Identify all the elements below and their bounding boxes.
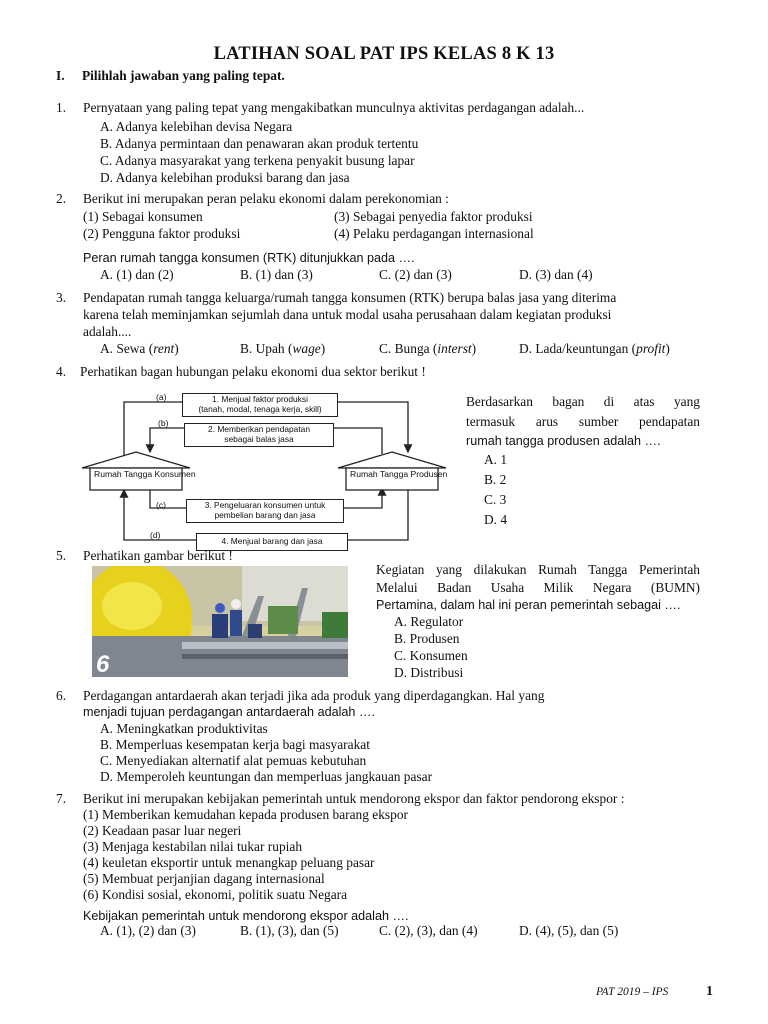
option-b: B. (1), (3), dan (5) (240, 923, 339, 938)
question-text: Perhatikan gambar berikut ! (83, 548, 233, 563)
question-text-line: Pendapatan rumah tangga keluarga/rumah tangga konsumen (RTK) berupa balas jasa yang diterima (83, 290, 617, 305)
flow-box-4: 4. Menjual barang dan jasa (196, 533, 348, 551)
option-b: B. Produsen (394, 631, 460, 646)
side-text-line: rumah tangga produsen adalah …. (466, 434, 661, 448)
section-number: I. (56, 68, 65, 83)
option-a: A. 1 (484, 452, 508, 467)
question-number: 1. (56, 100, 67, 115)
option-c: C. Menyediakan alternatif alat pemuas kebutuhan (100, 753, 367, 768)
list-item: (5) Membuat perjanjian dagang internasional (83, 871, 325, 886)
option-a: A. Sewa (rent) (100, 341, 179, 356)
question-text: Perhatikan bagan hubungan pelaku ekonomi dua sektor berikut ! (80, 364, 426, 379)
list-item: (1) Memberikan kemudahan kepada produsen barang ekspor (83, 807, 408, 822)
option-b: B. Upah (wage) (240, 341, 326, 356)
option-d: D. 4 (484, 512, 508, 527)
option-b: B. 2 (484, 472, 507, 487)
side-text-line: Berdasarkan bagan di atas yang (466, 394, 700, 409)
question-prompt: Peran rumah tangga konsumen (RTK) ditunjukkan pada …. (83, 251, 415, 265)
option-d: D. Lada/keuntungan (profit) (519, 341, 670, 356)
option-c: C. Adanya masyarakat yang terkena penyakit busung lapar (100, 153, 415, 168)
list-item: (2) Pengguna faktor produksi (83, 226, 241, 241)
consumer-household-label: Rumah Tangga Konsumen (94, 469, 196, 479)
flow-box-2: 2. Memberikan pendapatan sebagai balas jasa (184, 423, 334, 447)
option-a: A. Adanya kelebihan devisa Negara (100, 119, 293, 134)
option-d: D. Memperoleh keuntungan dan memperluas jangkauan pasar (100, 769, 433, 784)
footer-label: PAT 2019 – IPS (596, 986, 669, 998)
option-d: D. (4), (5), dan (5) (519, 923, 619, 938)
option-c: C. 3 (484, 492, 507, 507)
option-b: B. Memperluas kesempatan kerja bagi masyarakat (100, 737, 370, 752)
list-item: (1) Sebagai konsumen (83, 209, 203, 224)
option-b: B. Adanya permintaan dan penawaran akan produk tertentu (100, 136, 419, 151)
producer-household-label: Rumah Tangga Produsen (350, 469, 448, 479)
flow-label-d: (d) (150, 530, 161, 540)
question-number: 3. (56, 290, 67, 305)
option-c: C. (2), (3), dan (4) (379, 923, 478, 938)
question-prompt: Kebijakan pemerintah untuk mendorong ekspor adalah …. (83, 909, 409, 923)
photo-watermark-number: 6 (96, 651, 110, 677)
question-text: Berikut ini merupakan kebijakan pemerintah untuk mendorong ekspor dan faktor pendorong ekspor : (83, 791, 625, 806)
question-number: 5. (56, 548, 67, 563)
question-text: Berikut ini merupakan peran pelaku ekonomi dalam perekonomian : (83, 191, 449, 206)
flow-box-3: 3. Pengeluaran konsumen untuk pembelian barang dan jasa (186, 499, 344, 523)
question-text-line: adalah.... (83, 324, 132, 339)
list-item: (3) Menjaga kestabilan nilai tukar rupiah (83, 839, 303, 854)
option-c: C. Konsumen (394, 648, 468, 663)
list-item: (2) Keadaan pasar luar negeri (83, 823, 242, 838)
list-item: (4) Pelaku perdagangan internasional (334, 226, 534, 241)
section-instruction: Pilihlah jawaban yang paling tepat. (82, 68, 285, 83)
option-a: A. (1) dan (2) (100, 267, 174, 282)
page-title: LATIHAN SOAL PAT IPS KELAS 8 K 13 (213, 44, 555, 64)
question-text-line: karena telah meminjamkan sejumlah dana untuk modal usaha perusahaan dalam kegiatan produksi (83, 307, 612, 322)
option-d: D. Distribusi (394, 665, 464, 680)
question-number: 7. (56, 791, 67, 806)
question-number: 2. (56, 191, 67, 206)
list-item: (4) keuletan eksportir untuk menangkap peluang pasar (83, 855, 375, 870)
flow-label-a: (a) (156, 392, 167, 402)
side-text-line: Pertamina, dalam hal ini peran pemerintah sebagai …. (376, 598, 681, 612)
question-number: 6. (56, 688, 67, 703)
side-text-line: Melalui Badan Usaha Milik Negara (BUMN) (376, 580, 700, 595)
pertamina-workers-photo (92, 566, 348, 677)
option-c: C. (2) dan (3) (379, 267, 452, 282)
list-item: (3) Sebagai penyedia faktor produksi (334, 209, 533, 224)
option-a: A. Meningkatkan produktivitas (100, 721, 268, 736)
flow-label-c: (c) (156, 500, 167, 510)
flow-box-1: 1. Menjual faktor produksi (tanah, modal, tenaga kerja, skill) (182, 393, 338, 417)
list-item: (6) Kondisi sosial, ekonomi, politik suatu Negara (83, 887, 348, 902)
page-number: 1 (706, 984, 713, 999)
side-text-line: Kegiatan yang dilakukan Rumah Tangga Pemerintah (376, 562, 700, 577)
flow-label-b: (b) (158, 418, 169, 428)
option-a: A. (1), (2) dan (3) (100, 923, 196, 938)
option-c: C. Bunga (interst) (379, 341, 477, 356)
economic-flow-diagram (76, 390, 448, 558)
option-b: B. (1) dan (3) (240, 267, 313, 282)
side-text-line: termasuk arus sumber pendapatan (466, 414, 700, 429)
option-d: D. Adanya kelebihan produksi barang dan jasa (100, 170, 350, 185)
question-text: Pernyataan yang paling tepat yang mengakibatkan munculnya aktivitas perdagangan adalah... (83, 100, 585, 115)
option-d: D. (3) dan (4) (519, 267, 593, 282)
question-text-line: Perdagangan antardaerah akan terjadi jika ada produk yang diperdagangkan. Hal yang (83, 688, 545, 703)
option-a: A. Regulator (394, 614, 464, 629)
question-number: 4. (56, 364, 67, 379)
question-text-line: menjadi tujuan perdagangan antardaerah adalah …. (83, 705, 375, 719)
section-heading (56, 68, 285, 84)
